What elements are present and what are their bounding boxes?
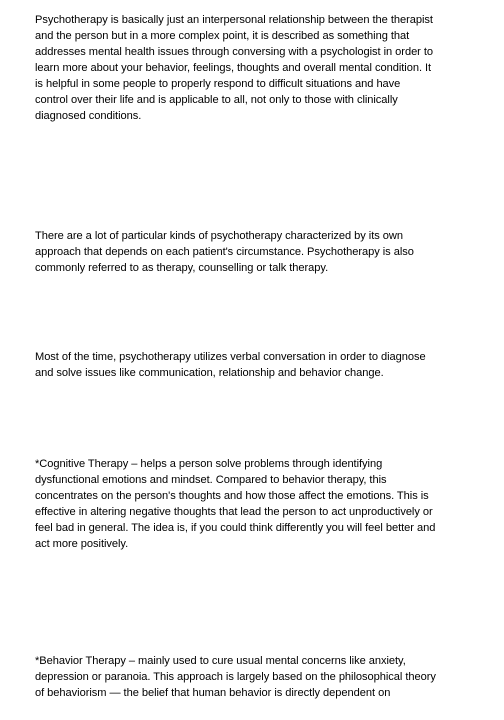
paragraph-kinds: There are a lot of particular kinds of psychotherapy characterized by its own approach that depends on each patient's circumstance. Psychotherapy is also commonly referred to as therapy, counselling or talk therapy. bbox=[35, 230, 414, 274]
paragraph-cognitive-therapy: *Cognitive Therapy – helps a person solve problems through identifying dysfunctional emotions and mindset. Compared to behavior therapy, this concentrates on the person's thoughts and how those affect the emotions. This is effective in altering negative thoughts that lead the person to act unproductively or feel bad in general. The idea is, if you could think differently you will feel better and act more positively. bbox=[35, 458, 436, 550]
paragraph-verbal-conversation: Most of the time, psychotherapy utilizes verbal conversation in order to diagnose and solve issues like communication, relationship and behavior change. bbox=[35, 351, 426, 379]
paragraph-intro: Psychotherapy is basically just an interpersonal relationship between the therapist and the person but in a more complex point, it is described as something that addresses mental health issues through conversing with a psychologist in order to learn more about your behavior, feelings, thoughts and overall mental condition. It is helpful in some people to properly respond to difficult situations and have control over their life and is applicable to all, not only to those with clinically diagnosed conditions. bbox=[35, 14, 434, 122]
paragraph-behavior-therapy: *Behavior Therapy – mainly used to cure usual mental concerns like anxiety, depression or paranoia. This approach is largely based on the philosophical theory of behaviorism — the belief that human behavior is directly dependent on bbox=[35, 655, 436, 699]
